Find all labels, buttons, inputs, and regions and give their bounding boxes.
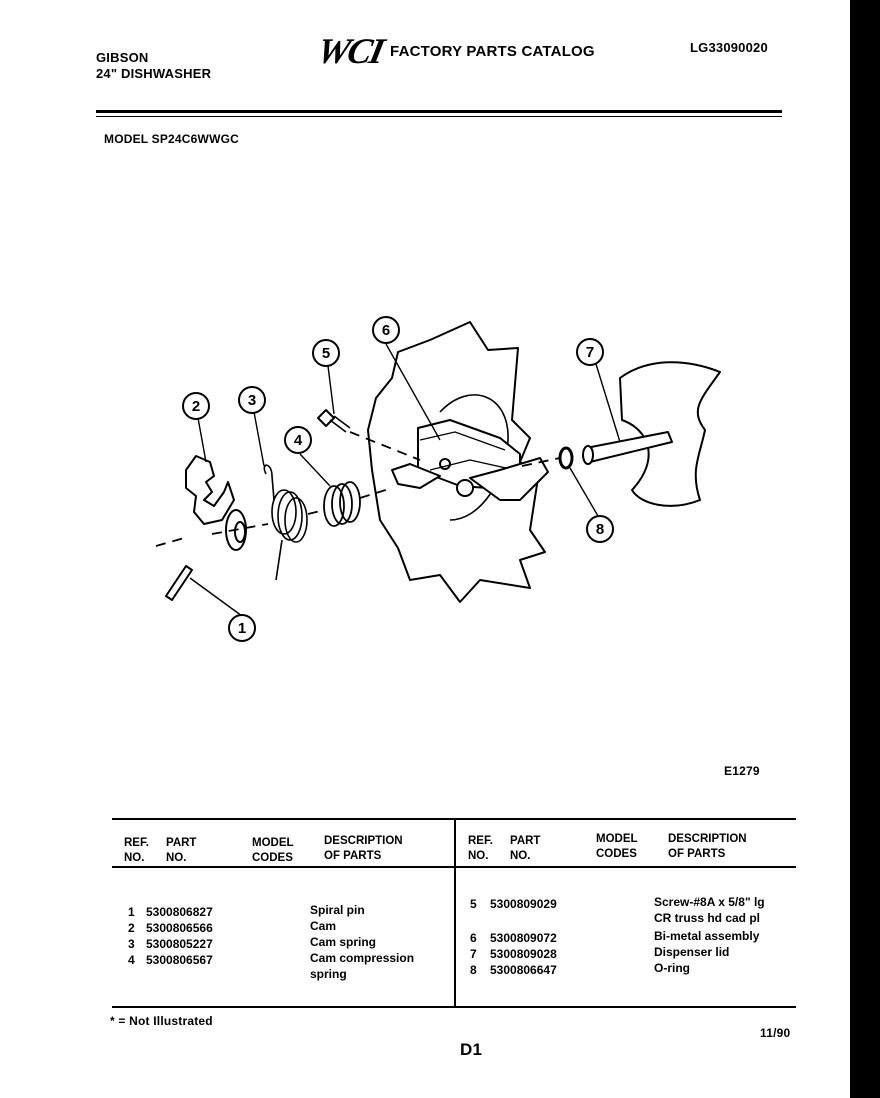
header-desc-right: DESCRIPTION OF PARTS	[668, 833, 747, 860]
header-part-right: PART NO.	[510, 835, 541, 862]
callout-1	[229, 615, 255, 641]
wci-logo: WCI	[313, 31, 387, 71]
callout-4	[285, 427, 311, 453]
figure-id: E1279	[724, 764, 760, 778]
row-ref: 4	[128, 953, 135, 967]
row-part-number: 5300809029	[490, 897, 557, 911]
svg-text:6: 6	[381, 322, 391, 339]
row-part-number: 5300806566	[146, 921, 213, 935]
row-description: O-ring	[654, 961, 690, 975]
row-description: Cam	[310, 919, 337, 933]
header-desc-left: DESCRIPTION OF PARTS	[324, 835, 403, 862]
callout-6	[373, 317, 399, 343]
model-label: MODEL SP24C6WWGC	[104, 132, 239, 146]
header-part-left: PART NO.	[166, 837, 197, 864]
revision-date: 11/90	[760, 1026, 791, 1040]
row-part-number: 5300805227	[146, 937, 213, 951]
row-part-number: 5300806827	[146, 905, 213, 919]
svg-text:5: 5	[321, 345, 331, 362]
table-center-divider	[454, 820, 456, 1006]
callout-7	[577, 339, 603, 365]
row-description: Bi-metal assembly	[654, 929, 760, 943]
row-part-number: 5300806647	[490, 963, 557, 977]
manufacturer-name: GIBSON	[96, 50, 149, 65]
svg-text:3: 3	[247, 392, 257, 409]
row-ref: 5	[470, 897, 477, 911]
document-id: LG33090020	[690, 40, 768, 55]
cam	[186, 456, 234, 524]
spiral-pin	[166, 566, 192, 600]
header-model-right: MODEL CODES	[596, 833, 638, 860]
callout-5	[313, 340, 339, 366]
row-part-number: 5300809028	[490, 947, 557, 961]
screw	[318, 410, 334, 426]
row-part-number: 5300809072	[490, 931, 557, 945]
parts-table	[112, 818, 796, 1008]
svg-text:7: 7	[585, 344, 595, 361]
row-ref: 3	[128, 937, 135, 951]
dispenser-lid	[620, 362, 720, 506]
row-description: Dispenser lid	[654, 945, 730, 959]
svg-text:1: 1	[237, 620, 247, 637]
svg-text:2: 2	[191, 398, 201, 415]
page-number: D1	[460, 1040, 483, 1059]
svg-text:8: 8	[595, 521, 605, 538]
callout-3	[239, 387, 265, 413]
svg-text:4: 4	[293, 432, 303, 449]
row-part-number: 5300806567	[146, 953, 213, 967]
row-description: Screw-#8A x 5/8" lg CR truss hd cad pl	[654, 895, 765, 925]
callout-2	[183, 393, 209, 419]
footnote: * = Not Illustrated	[110, 1014, 213, 1028]
table-bottom-rule	[112, 1006, 796, 1008]
catalog-title: FACTORY PARTS CATALOG	[390, 42, 595, 60]
row-ref: 6	[470, 931, 477, 945]
product-name: 24" DISHWASHER	[96, 66, 212, 81]
header-model-left: MODEL CODES	[252, 837, 294, 864]
row-ref: 2	[128, 921, 135, 935]
callout-8	[587, 516, 613, 542]
row-description: Cam compression spring	[310, 951, 415, 981]
row-description: Spiral pin	[310, 903, 365, 917]
o-ring	[560, 448, 572, 468]
header-ref-left: REF. NO.	[124, 837, 149, 864]
row-ref: 7	[470, 947, 477, 961]
row-ref: 8	[470, 963, 477, 977]
row-description: Cam spring	[310, 935, 377, 949]
row-ref: 1	[128, 905, 135, 919]
header-ref-right: REF. NO.	[468, 835, 493, 862]
